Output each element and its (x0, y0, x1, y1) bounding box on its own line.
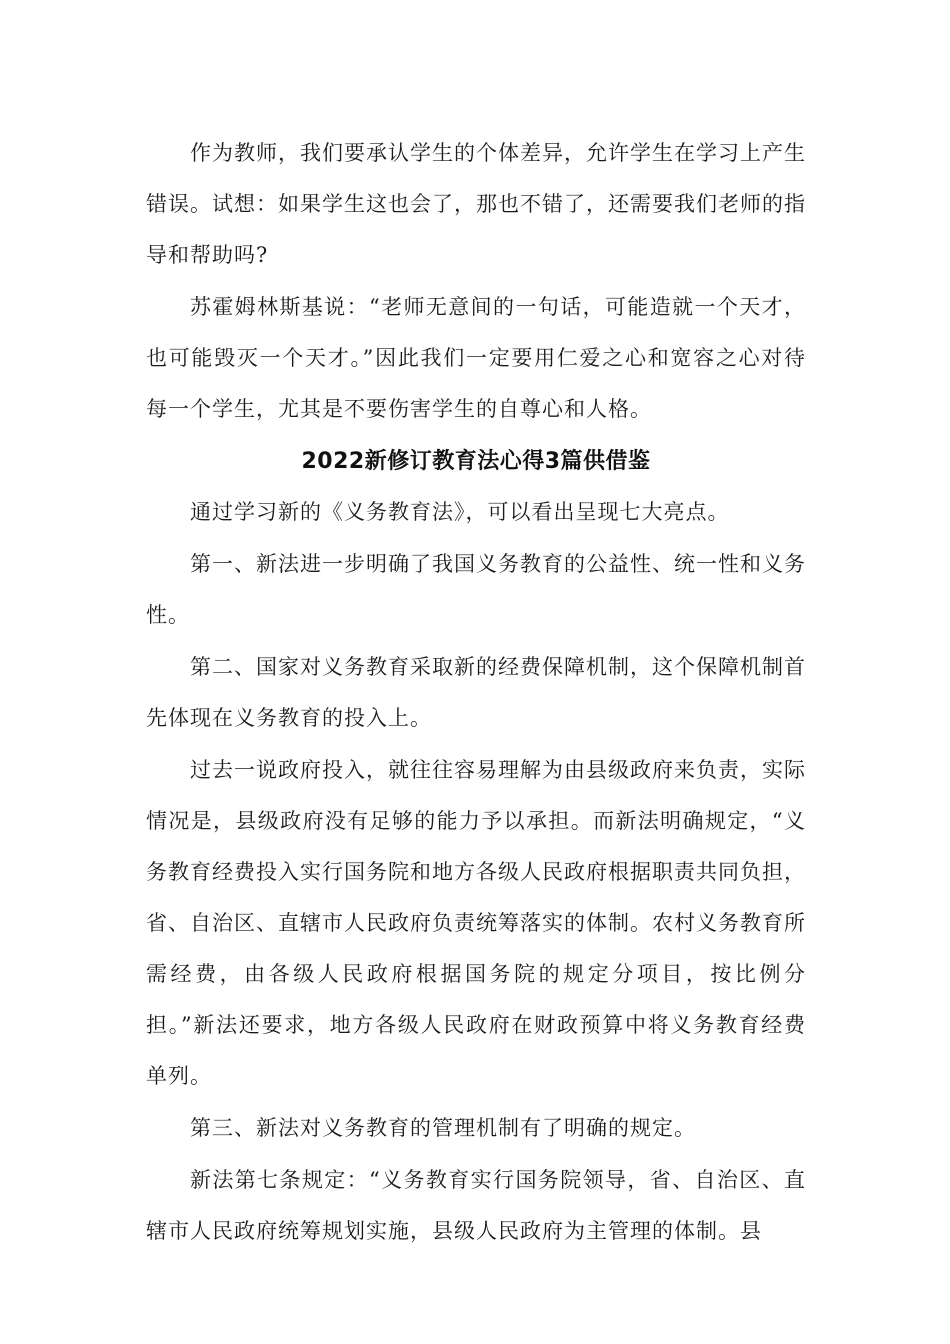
paragraph-seven-highlights: 通过学习新的《义务教育法》，可以看出呈现七大亮点。 (190, 500, 730, 524)
section-heading: 2022新修订教育法心得3篇供借鉴 (301, 449, 651, 474)
paragraph-first-point: 第一、新法进一步明确了我国义务教育的公益性、统一性和义务性。 (146, 552, 806, 627)
document-body (146, 128, 806, 1258)
paragraph-sukhomlinsky-quote: 苏霍姆林斯基说：“老师无意间的一句话，可能造就一个天才，也可能毁灭一个天才。”因此我们一定要用仁爱之心和宽容之心对待每一个学生，尤其是不要伤害学生的自尊心和人格。 (146, 295, 806, 421)
paragraph-third-point: 第三、新法对义务教育的管理机制有了明确的规定。 (190, 1116, 696, 1140)
paragraph-article-seven: 新法第七条规定：“义务教育实行国务院领导，省、自治区、直辖市人民政府统筹规划实施，县级人民政府为主管理的体制。县 (146, 1168, 806, 1243)
paragraph-teacher-differences: 作为教师，我们要承认学生的个体差异，允许学生在学习上产生错误。试想：如果学生这也会了，那也不错了，还需要我们老师的指导和帮助吗? (146, 141, 806, 267)
paragraph-government-investment: 过去一说政府投入，就往往容易理解为由县级政府来负责，实际情况是，县级政府没有足够的能力予以承担。而新法明确规定，“义务教育经费投入实行国务院和地方各级人民政府根据职责共同负担，省、自治区、直辖市人民政府负责统筹落实的体制。农村义务教育所需经费，由各级人民政府根据国务院的规定分项目，按比例分担。”新法还要求，地方各级人民政府在财政预算中将义务教育经费单列。 (146, 758, 806, 1088)
paragraph-second-point: 第二、国家对义务教育采取新的经费保障机制，这个保障机制首先体现在义务教育的投入上。 (146, 655, 806, 730)
